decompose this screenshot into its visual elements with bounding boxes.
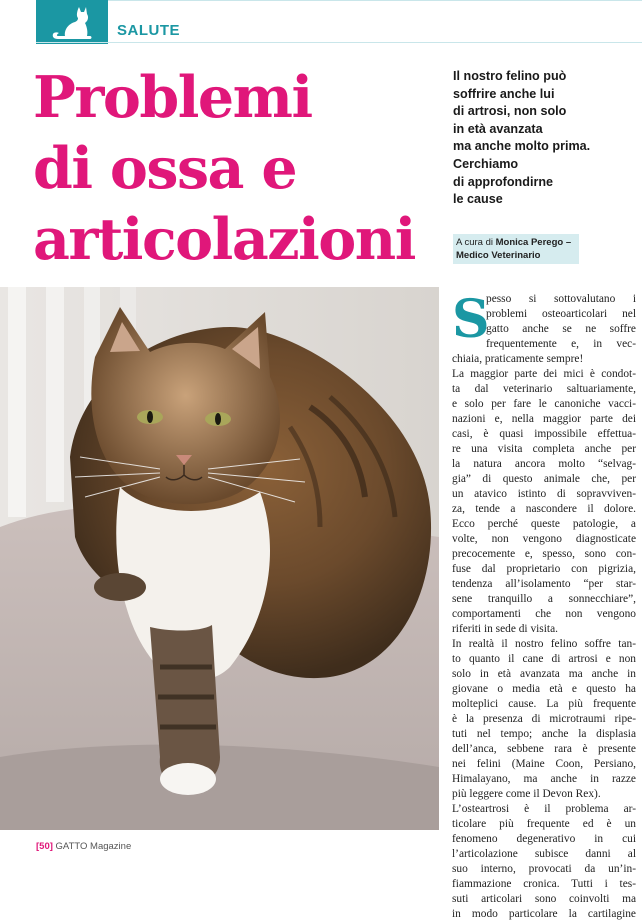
body-line: più leggere come il Devon Rex). [452,788,601,800]
body-line: fiammazione cronica. Tutti i tes- [452,878,636,890]
body-line: chiaia, praticamente sempre! [452,353,584,365]
standfirst-line: le cause [453,192,503,207]
body-line: suo interno, provocati da un’in- [452,863,636,875]
body-line: Ecco perché queste patologie, a [452,518,636,530]
body-line: In realtà il nostro felino soffre tan- [452,638,636,650]
body-line: suti articolari sono coinvolti ma [452,893,636,905]
section-header [0,0,642,44]
body-line: pesso si sottovalutano i [486,293,636,305]
page-number: [50] [36,841,53,852]
body-line: e solo per fare le canoniche vacci- [452,398,636,410]
byline-role: Medico Veterinario [456,250,541,261]
article-title [33,62,453,275]
body-line: è la presenza di microtraumi ripe- [452,713,636,725]
body-line: volte, non vengono diagnosticate [452,533,636,545]
page-footer [36,841,131,852]
body-line: in modo particolare la cartilagine [452,908,636,920]
body-line: comportamenti che non vengono [452,608,636,620]
body-line: gia” di questo animale che, per [452,473,636,485]
section-label: SALUTE [117,22,180,39]
standfirst-line: soffrire anche lui [453,86,555,101]
header-rule-bottom [36,42,642,43]
body-line: to quanto il cane di artrosi e non [452,653,636,665]
long-haired-tabby-cat-photo [0,287,439,830]
body-line: problemi osteoarticolari nel [486,308,636,320]
body-line: Himalayano, ma anche in razze [452,773,636,785]
standfirst-line: Il nostro felino può [453,69,567,83]
body-line: L’osteartrosi è il problema ar- [452,803,636,815]
body-line: solo in età avanzata ma anche in [452,668,636,680]
body-line: precocemente e, spesso, sono con- [452,548,636,560]
body-line: za, tende a nascondere il dolore. [452,503,636,515]
body-line: un atavico istinto di sopravviven- [452,488,636,500]
body-line: La maggior parte dei mici è condot- [452,368,636,380]
body-line: frequentemente e, in vec- [486,338,636,350]
body-line: fuse dal proprietario con pigrizia, [452,563,636,575]
title-line: articolazioni [33,206,415,273]
body-line: nazioni e, nella maggior parte dei [452,413,636,425]
body-line: sene tranquillo a sonnecchiare”, [452,593,636,605]
body-line: re una visita completa anche per [452,443,636,455]
standfirst-line: di artrosi, non solo [453,104,567,119]
body-line: dell’anca, sebbene rara è presente [452,743,636,755]
standfirst [453,68,633,209]
magazine-name: GATTO Magazine [55,841,132,852]
byline-prefix: A cura di [456,237,493,248]
body-line: molteplici cause. La più frequente [452,698,636,710]
body-line: giovane o media età e questo ha [452,683,636,695]
body-line: l’articolazione subisce danni al [452,848,636,860]
body-line: nei felini (Maine Coon, Persiano, [452,758,636,770]
cat-photo [0,287,439,830]
body-line: ta dal veterinario saltuariamente, [452,383,636,395]
section-icon-box [36,0,108,44]
title-line: di ossa e [33,135,297,202]
body-line: casi, è quasi impossibile effettua- [452,428,636,440]
article-body [452,289,636,922]
body-line: tuti nel tempo; anche la displasia [452,728,636,740]
body-line: la natura ancora molto “selvag- [452,458,636,470]
standfirst-line: Cerchiamo [453,156,519,171]
body-line: tendenza all’isolamento “per star- [452,578,636,590]
drop-cap: S [452,289,490,350]
standfirst-line: in età avanzata [453,121,543,136]
standfirst-line: ma anche molto prima. [453,139,591,154]
title-line: Problemi [33,64,312,131]
body-line: riferiti in sede di visita. [452,623,558,635]
author-byline [453,234,579,264]
byline-author: Monica Perego – [495,237,572,248]
body-line: gatto anche se ne soffre [486,323,636,335]
standfirst-line: di approfondirne [453,174,554,189]
header-rule-top [36,0,642,1]
cat-silhouette-icon [50,3,94,43]
body-line: fenomeno degenerativo in cui [452,833,636,845]
body-line: ticolare più frequente ed è un [452,818,636,830]
